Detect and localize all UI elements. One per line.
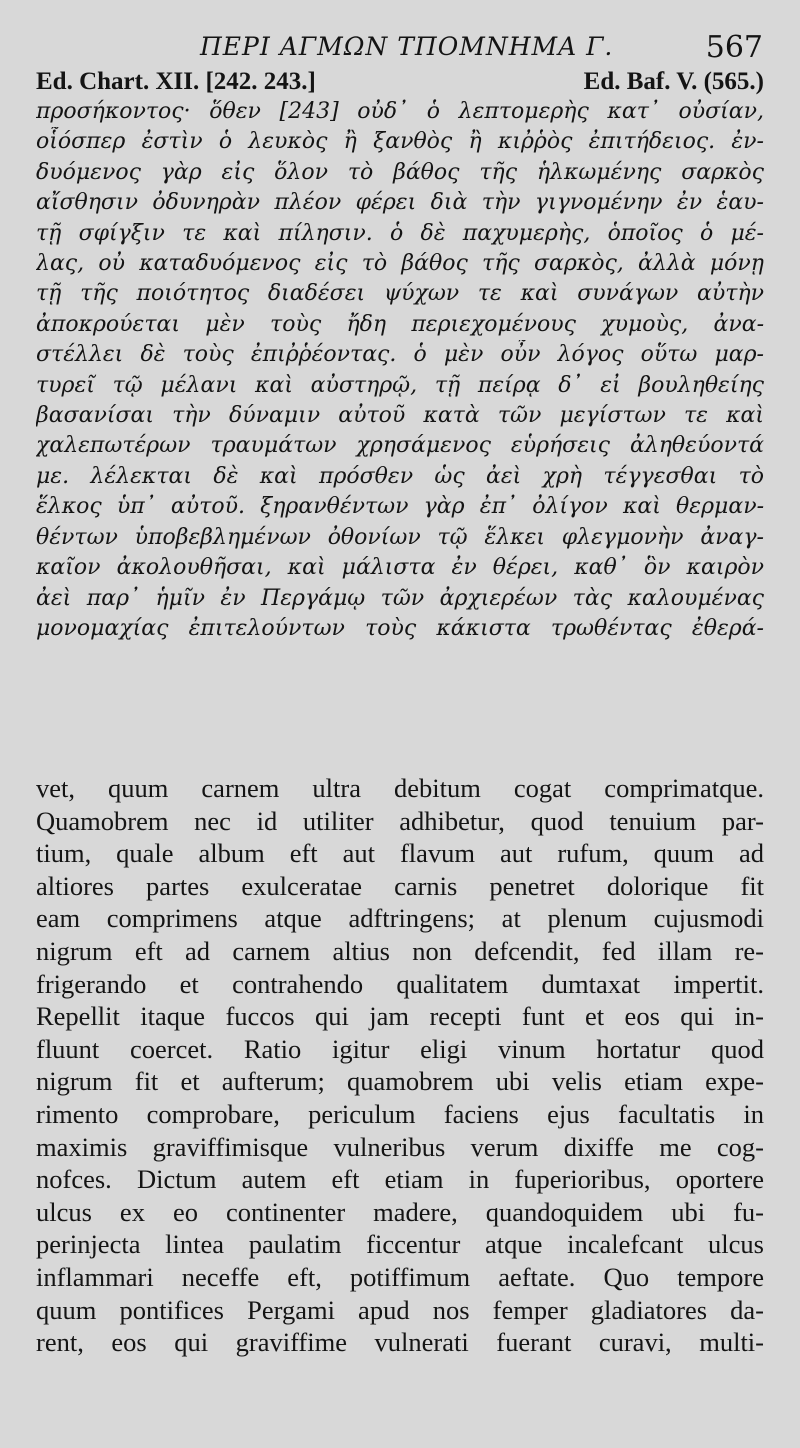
page-number: 567: [705, 30, 763, 65]
greek-line: τῇ τῆς ποιότητος διαδέσει ψύχων τε καὶ συνάγων αὐτὴν: [36, 281, 764, 307]
greek-line: τυρεῖ τῷ μέλανι καὶ αὐστηρῷ, τῇ πείρᾳ δ᾽ εἰ βουληθείης: [36, 372, 764, 398]
edition-reference-right: Ed. Baf. V. (565.): [583, 68, 764, 95]
latin-line: eam comprimens atque adftringens; at plenum cujusmodi: [36, 903, 764, 934]
greek-line: τῇ σφίγξιν τε καὶ πίλησιν. ὁ δὲ παχυμερὴς, ὁποῖος ὁ μέ-: [36, 220, 764, 246]
latin-line: Repellit itaque fuccos qui jam recepti funt et eos qui in-: [36, 1001, 764, 1032]
latin-line: tium, quale album eft aut flavum aut rufum, quum ad: [36, 838, 764, 869]
latin-line: perinjecta lintea paulatim ficcentur atque incalefcant ulcus: [36, 1229, 764, 1260]
latin-line: rimento comprobare, periculum faciens ejus facultatis in: [36, 1098, 764, 1129]
greek-line: ἀποκρούεται μὲν τοὺς ἤδη περιεχομένους χυμοὺς, ἀνα-: [36, 311, 764, 337]
greek-line: ἕλκος ὑπ᾽ αὐτοῦ. ξηρανθέντων γὰρ ἐπ᾽ ὀλίγον καὶ θερμαν-: [36, 494, 764, 520]
greek-line: δυόμενος γὰρ εἰς ὅλον τὸ βάθος τῆς ἡλκωμένης σαρκὸς: [36, 159, 764, 185]
latin-line: nofces. Dictum autem eft etiam in fuperioribus, oportere: [36, 1164, 764, 1195]
latin-line: fluunt coercet. Ratio igitur eligi vinum hortatur quod: [36, 1033, 764, 1064]
latin-line: frigerando et contrahendo qualitatem dumtaxat impertit.: [36, 968, 764, 999]
greek-line: οἷόσπερ ἐστὶν ὁ λευκὸς ἢ ξανθὸς ἢ κιῤῥὸς ἐπιτήδειος. ἐν-: [36, 129, 764, 155]
greek-line: βασανίσαι τὴν δύναμιν αὐτοῦ κατὰ τῶν μεγίστων τε καὶ: [36, 403, 764, 429]
greek-line: λας, οὐ καταδυόμενος εἰς τὸ βάθος τῆς σαρκὸς, ἀλλὰ μόνῃ: [36, 251, 764, 277]
greek-text-block: [36, 97, 764, 644]
latin-line: nigrum eft ad carnem altius non defcendit, fed illam re-: [36, 935, 764, 966]
greek-line: θέντων ὑποβεβλημένων ὀθονίων τῷ ἕλκει φλεγμονὴν ἀναγ-: [36, 524, 764, 550]
greek-line: χαλεπωτέρων τραυμάτων χρησάμενος εὑρήσεις ἀληθεύοντά: [36, 433, 764, 459]
greek-line: μονομαχίας ἐπιτελούντων τοὺς κάκιστα τρωθέντας ἐθερά-: [36, 615, 764, 641]
latin-line: maximis graviffimisque vulneribus verum dixiffe me cog-: [36, 1131, 764, 1162]
greek-line: καῖον ἀκολουθῆσαι, καὶ μάλιστα ἐν θέρει, καθ᾽ ὃν καιρὸν: [36, 555, 764, 581]
greek-line: προσήκοντος· ὅθεν [243] οὐδ᾽ ὁ λεπτομερὴς κατ᾽ οὐσίαν,: [36, 99, 764, 124]
latin-line: vet, quum carnem ultra debitum cogat comprimatque.: [36, 773, 764, 803]
latin-line: altiores partes exulceratae carnis penetret dolorique fit: [36, 870, 764, 901]
running-title: ΠΕΡΙ ΑΓΜΩΝ ΤΠΟΜΝΗΜΑ Γ.: [200, 32, 614, 61]
latin-line: rent, eos qui graviffime vulnerati fuerant curavi, multi-: [36, 1327, 764, 1358]
latin-line: quum pontifices Pergami apud nos femper gladiatores da-: [36, 1294, 764, 1325]
greek-line: στέλλει δὲ τοὺς ἐπιῤῥέοντας. ὁ μὲν οὖν λόγος οὕτω μαρ-: [36, 342, 764, 368]
latin-text-block: [36, 772, 764, 1359]
greek-line: αἴσθησιν ὀδυνηρὰν πλέον φέρει διὰ τὴν γιγνομένην ἐν ἑαυ-: [36, 190, 764, 216]
latin-line: nigrum fit et aufterum; quamobrem ubi velis etiam expe-: [36, 1066, 764, 1097]
greek-line: με. λέλεκται δὲ καὶ πρόσθεν ὡς ἀεὶ χρὴ τέγγεσθαι τὸ: [36, 463, 764, 489]
running-head: [0, 28, 800, 68]
edition-reference-line: [36, 68, 764, 100]
latin-line: ulcus ex eo continenter madere, quandoquidem ubi fu-: [36, 1196, 764, 1227]
edition-reference-left: Ed. Chart. XII. [242. 243.]: [36, 68, 316, 95]
latin-line: inflammari neceffe eft, potiffimum aeftate. Quo tempore: [36, 1261, 764, 1292]
latin-line: Quamobrem nec id utiliter adhibetur, quod tenuium par-: [36, 805, 764, 836]
greek-line: ἀεὶ παρ᾽ ἡμῖν ἐν Περγάμῳ τῶν ἀρχιερέων τὰς καλουμένας: [36, 585, 764, 611]
